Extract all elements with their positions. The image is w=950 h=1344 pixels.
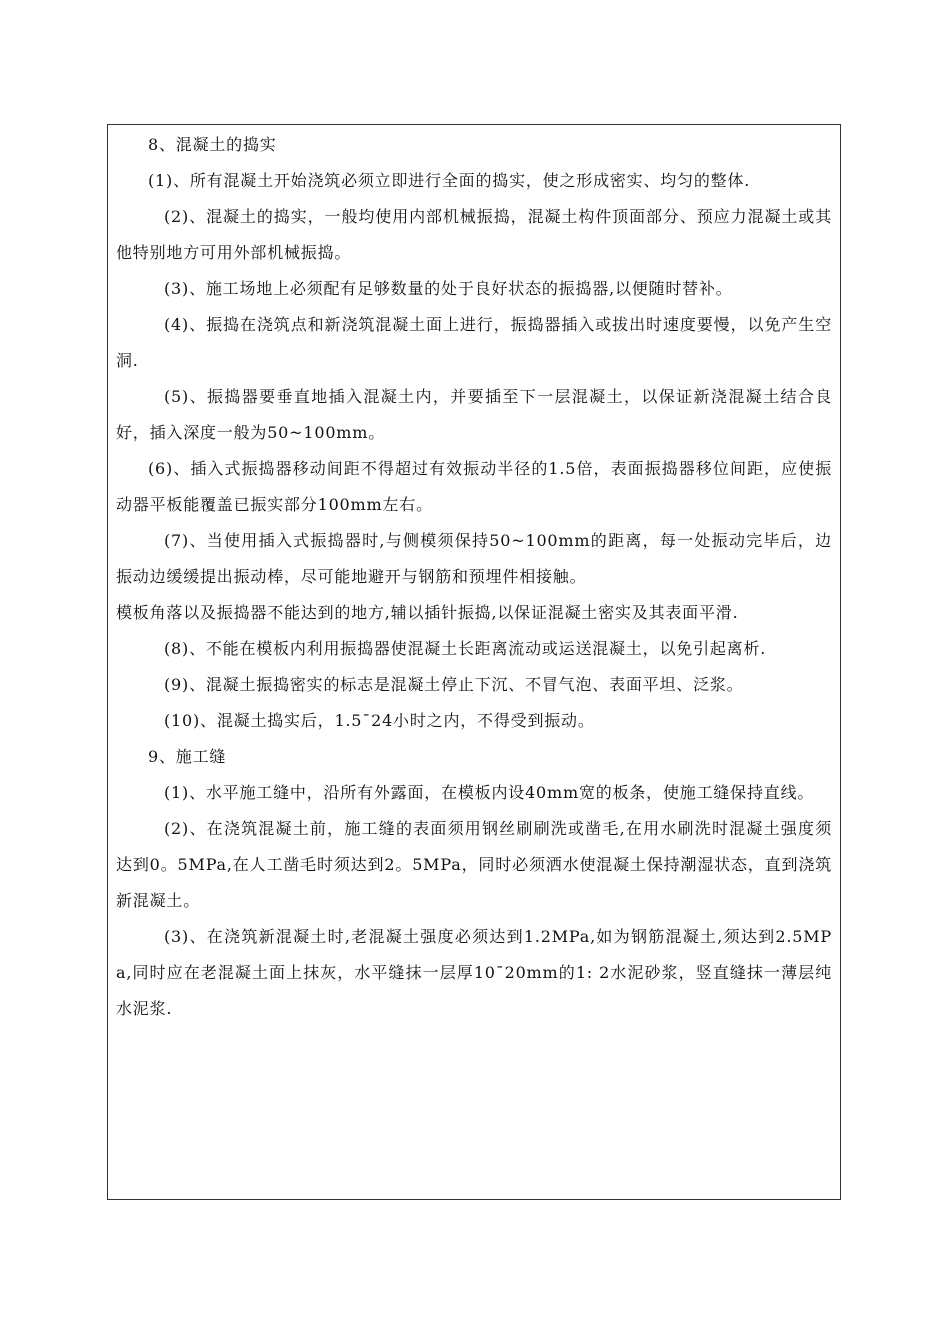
document-body (116, 127, 832, 1027)
paragraph-4: (4)、振捣在浇筑点和新浇筑混凝土面上进行，振捣器插入或拔出时速度要慢，以免产生空洞. (116, 315, 832, 370)
paragraph-8: (8)、不能在模板内利用振捣器使混凝土长距离流动或运送混凝土，以免引起离析. (164, 639, 767, 658)
paragraph-3: (3)、施工场地上必须配有足够数量的处于良好状态的振捣器,以便随时替补。 (164, 279, 733, 298)
paragraph-7-continued: 模板角落以及振捣器不能达到的地方,辅以插针振捣,以保证混凝土密实及其表面平滑. (116, 603, 739, 622)
paragraph-1: (1)、所有混凝土开始浇筑必须立即进行全面的捣实，使之形成密实、均匀的整体. (148, 171, 751, 190)
paragraph-10: (10)、混凝土捣实后，1.5¯24小时之内，不得受到振动。 (164, 711, 595, 730)
heading-compaction: 8、混凝土的捣实 (148, 135, 277, 154)
paragraph-9: (9)、混凝土振捣密实的标志是混凝土停止下沉、不冒气泡、表面平坦、泛浆。 (164, 675, 744, 694)
joint-paragraph-3: (3)、在浇筑新混凝土时,老混凝土强度必须达到1.2MPa,如为钢筋混凝土,须达到2.5MPa,同时应在老混凝土面上抹灰，水平缝抹一层厚10¯20mm的1: 2水泥砂浆，竖直缝抹一薄层纯水泥浆. (116, 927, 832, 1018)
paragraph-7: (7)、当使用插入式振捣器时,与侧模须保持50~100mm的距离，每一处振动完毕后，边振动边缓缓提出振动棒，尽可能地避开与钢筋和预埋件相接触。 (116, 531, 832, 586)
paragraph-5: (5)、振捣器要垂直地插入混凝土内，并要插至下一层混凝土，以保证新浇混凝土结合良好，插入深度一般为50~100mm。 (116, 387, 832, 442)
paragraph-2: (2)、混凝土的捣实，一般均使用内部机械振捣，混凝土构件顶面部分、预应力混凝土或其他特别地方可用外部机械振捣。 (116, 207, 832, 262)
heading-construction-joint: 9、施工缝 (148, 747, 227, 766)
paragraph-6: (6)、插入式振捣器移动间距不得超过有效振动半径的1.5倍，表面振捣器移位间距，应使振动器平板能覆盖已振实部分100mm左右。 (116, 459, 832, 514)
joint-paragraph-1: (1)、水平施工缝中，沿所有外露面，在模板内设40mm宽的板条，使施工缝保持直线。 (164, 783, 815, 802)
document-frame (107, 124, 841, 1200)
joint-paragraph-2: (2)、在浇筑混凝土前，施工缝的表面须用钢丝刷刷洗或凿毛,在用水刷洗时混凝土强度须达到0。5MPa,在人工凿毛时须达到2。5MPa，同时必须洒水使混凝土保持潮湿状态，直到浇筑新混凝土。 (116, 819, 832, 910)
